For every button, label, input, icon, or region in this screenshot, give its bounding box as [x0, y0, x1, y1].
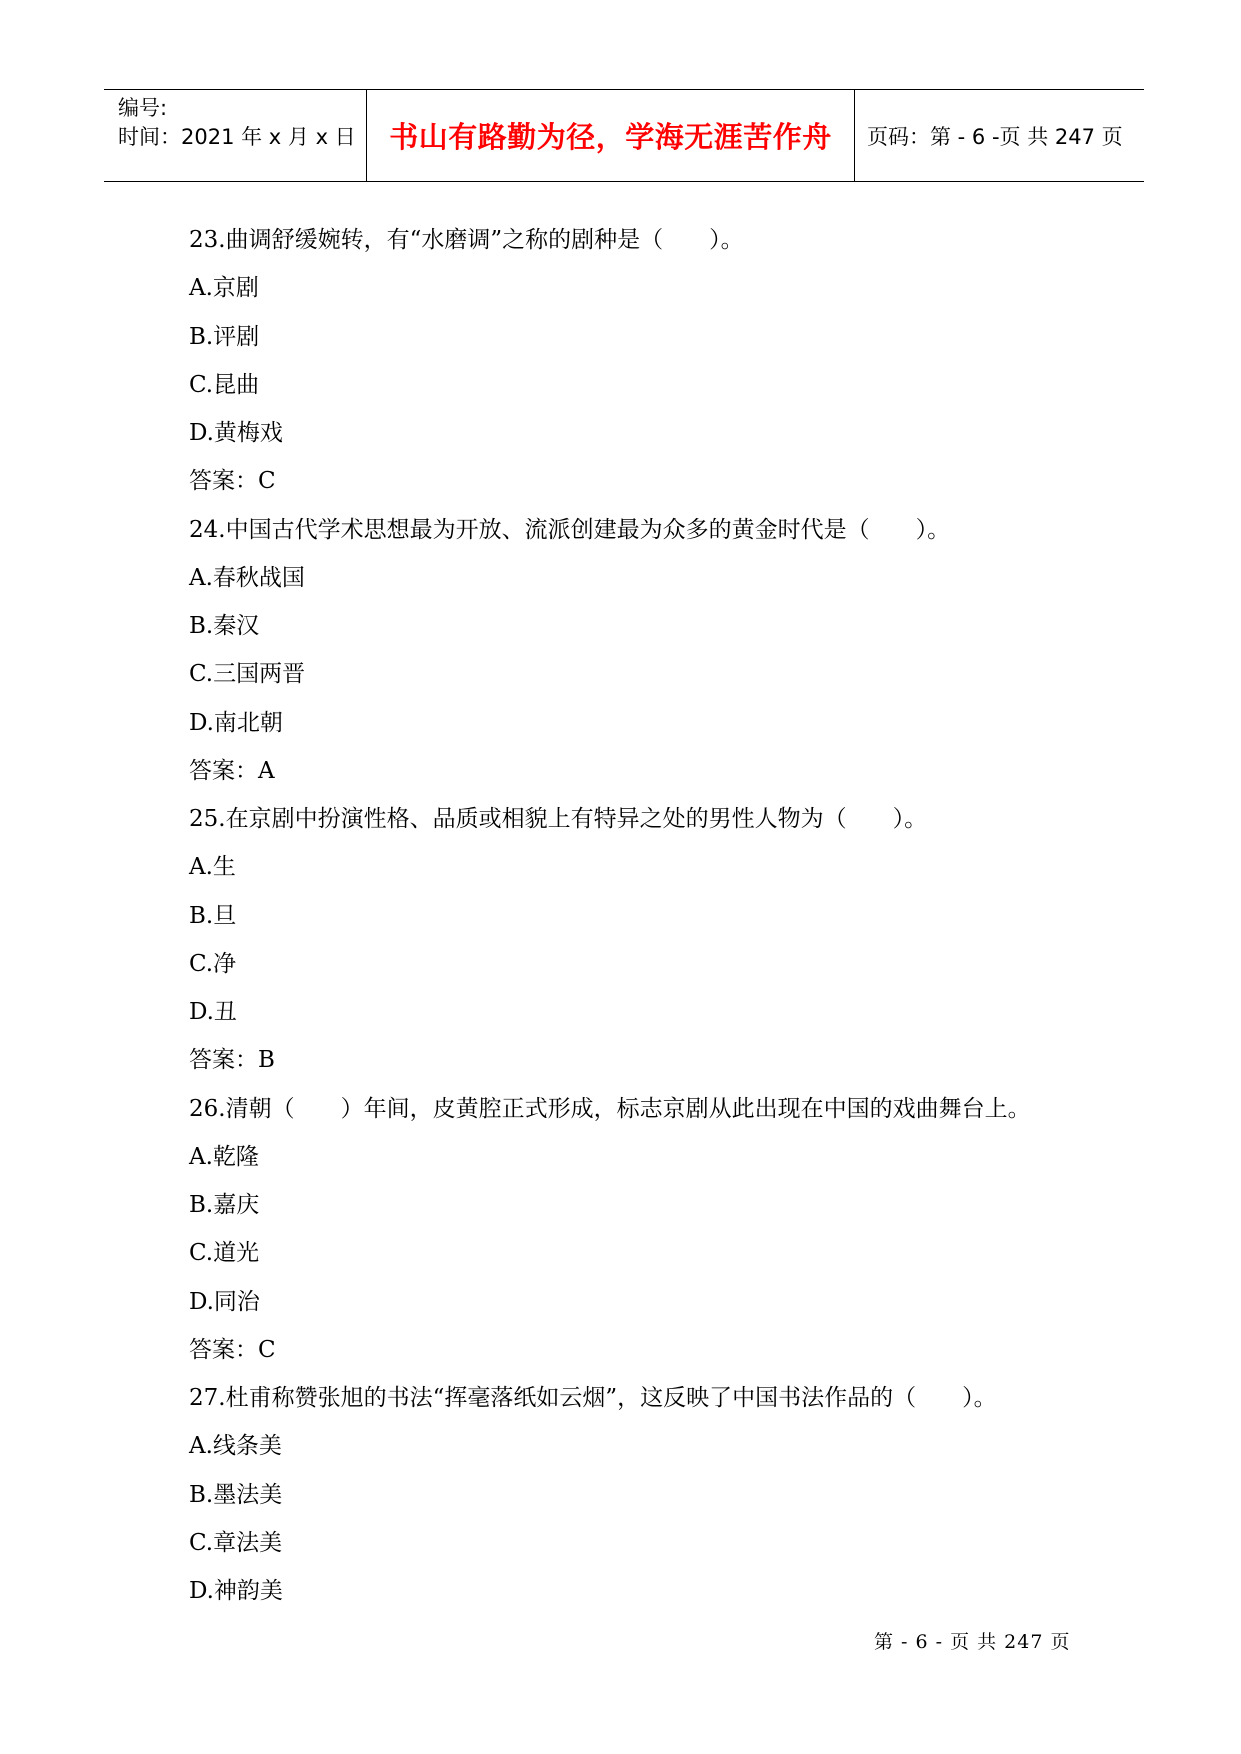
- serial-number-label: 编号:: [118, 96, 168, 120]
- text-line: 答案：C: [189, 1336, 276, 1363]
- text-line: D.南北朝: [189, 709, 283, 736]
- text-line: C.昆曲: [189, 371, 260, 398]
- text-line: 24.中国古代学术思想最为开放、流派创建最为众多的黄金时代是（ ）。: [189, 516, 951, 543]
- text-line: 答案：C: [189, 468, 276, 495]
- text-line: C.道光: [189, 1240, 260, 1267]
- text-line: 23.曲调舒缓婉转，有“水磨调”之称的剧种是（ ）。: [189, 227, 744, 253]
- text-line: A.京剧: [189, 275, 259, 302]
- text-line: B.评剧: [189, 323, 260, 350]
- text-line: C.三国两晋: [189, 661, 306, 688]
- text-line: 答案：A: [189, 757, 275, 784]
- text-line: D.神韵美: [189, 1578, 283, 1604]
- text-line: 答案：B: [189, 1047, 275, 1074]
- text-line: 27.杜甫称赞张旭的书法“挥毫落纸如云烟”，这反映了中国书法作品的（ ）。: [189, 1385, 997, 1411]
- text-line: B.墨法美: [189, 1481, 283, 1508]
- text-line: A.乾隆: [189, 1143, 259, 1170]
- text-line: A.线条美: [189, 1433, 282, 1460]
- header-motto: 书山有路勤为径，学海无涯苦作舟: [367, 90, 855, 181]
- text-line: B.嘉庆: [189, 1192, 260, 1218]
- text-line: D.丑: [189, 999, 237, 1025]
- text-line: A.春秋战国: [189, 564, 305, 591]
- text-line: C.章法美: [189, 1529, 283, 1556]
- text-line: C.净: [189, 950, 237, 977]
- question-list: [189, 216, 1089, 1615]
- date-label: 时间：2021 年 x 月 x 日: [118, 125, 356, 149]
- page-header: [104, 89, 1144, 182]
- text-line: 25.在京剧中扮演性格、品质或相貌上有特异之处的男性人物为（ ）。: [189, 806, 928, 832]
- header-page-code: 页码：第 - 6 -页 共 247 页: [867, 124, 1123, 149]
- text-line: B.旦: [189, 902, 237, 929]
- text-line: B.秦汉: [189, 613, 260, 639]
- text-line: D.同治: [189, 1288, 260, 1315]
- text-line: 26.清朝（ ）年间，皮黄腔正式形成，标志京剧从此出现在中国的戏曲舞台上。: [189, 1095, 1031, 1122]
- header-meta: [104, 90, 367, 181]
- text-line: D.黄梅戏: [189, 420, 283, 446]
- text-line: A.生: [189, 854, 236, 881]
- page-footer: 第 - 6 - 页 共 247 页: [874, 1631, 1071, 1653]
